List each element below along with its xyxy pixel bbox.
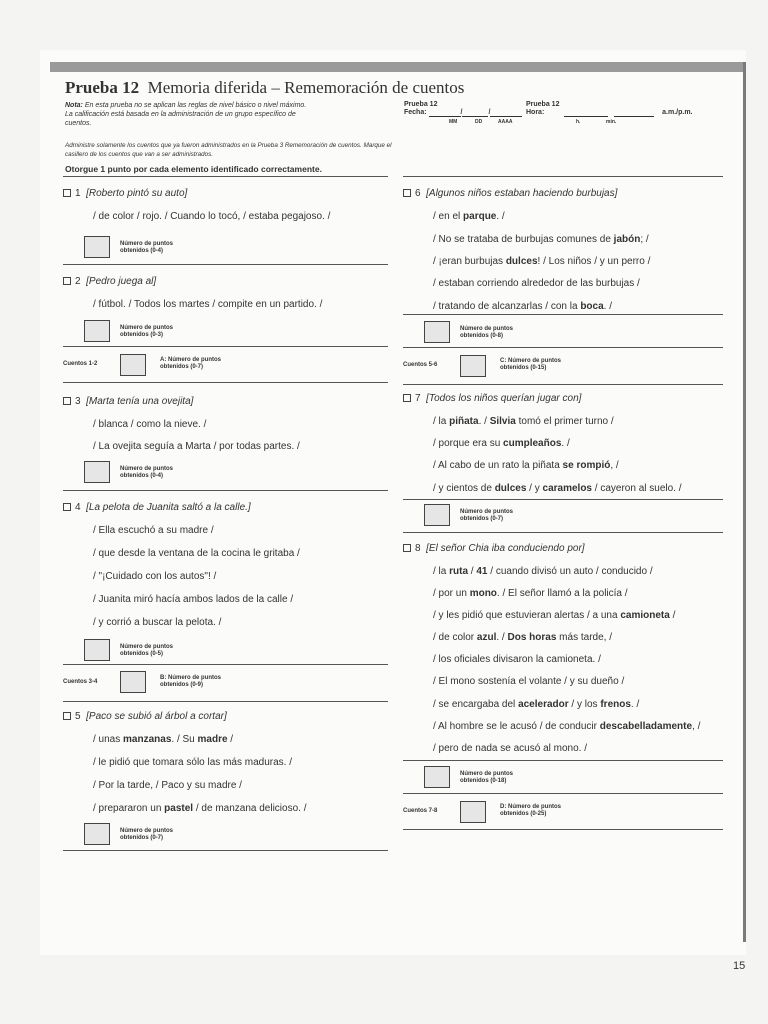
divider (403, 384, 723, 385)
story-checkbox[interactable] (63, 712, 71, 720)
divider (403, 176, 723, 177)
score-box-story-3[interactable] (84, 461, 110, 483)
story-checkbox[interactable] (63, 277, 71, 285)
score-box-story-4[interactable] (84, 639, 110, 661)
score-box-story-6[interactable] (424, 321, 450, 343)
divider (63, 850, 388, 851)
divider (63, 701, 388, 702)
divider (63, 176, 388, 177)
admin-instructions: Administre solamente los cuentos que ya fueron administrados en la Prueba 3 Rememoración de cuentos. Marque el casillero de los cuentos que van a ser administrados. (65, 142, 392, 158)
divider (403, 532, 723, 533)
divider (63, 664, 388, 665)
divider (63, 490, 388, 491)
total-box-a[interactable] (120, 354, 146, 376)
day-input[interactable] (462, 109, 488, 117)
test-title: Memoria diferida – Rememoración de cuentos (147, 78, 465, 97)
divider (63, 382, 388, 383)
score-box-story-7[interactable] (424, 504, 450, 526)
divider (403, 347, 723, 348)
test-number: Prueba 12 (65, 78, 140, 97)
minute-input[interactable] (614, 109, 654, 117)
story-checkbox[interactable] (403, 394, 411, 402)
story-checkbox[interactable] (63, 189, 71, 197)
score-box-story-1[interactable] (84, 236, 110, 258)
total-box-d[interactable] (460, 801, 486, 823)
divider (63, 346, 388, 347)
score-box-story-2[interactable] (84, 320, 110, 342)
divider (403, 760, 723, 761)
story-checkbox[interactable] (63, 397, 71, 405)
divider (63, 264, 388, 265)
total-box-c[interactable] (460, 355, 486, 377)
divider (403, 499, 723, 500)
score-box-story-5[interactable] (84, 823, 110, 845)
divider (403, 793, 723, 794)
divider (403, 829, 723, 830)
story-checkbox[interactable] (63, 503, 71, 511)
note-text: Nota: En esta prueba no se aplican las reglas de nivel básico o nivel máximo. La calificación está basada en la administración de un grupo específico de cuentos. (65, 102, 307, 127)
divider (403, 314, 723, 315)
date-field: Prueba 12 Fecha: / / (404, 101, 522, 117)
page-title (65, 78, 685, 98)
year-input[interactable] (490, 109, 522, 117)
hour-input[interactable] (564, 109, 608, 117)
total-box-b[interactable] (120, 671, 146, 693)
score-box-story-8[interactable] (424, 766, 450, 788)
story-checkbox[interactable] (403, 189, 411, 197)
header-bar (50, 62, 746, 72)
month-input[interactable] (429, 109, 461, 117)
story-checkbox[interactable] (403, 544, 411, 552)
page-number: 15 (733, 960, 746, 972)
award-instructions: Otorgue 1 punto por cada elemento identificado correctamente. (65, 164, 322, 174)
time-field: Prueba 12 Hora: a.m./p.m. (526, 101, 693, 116)
page-edge (743, 62, 746, 942)
